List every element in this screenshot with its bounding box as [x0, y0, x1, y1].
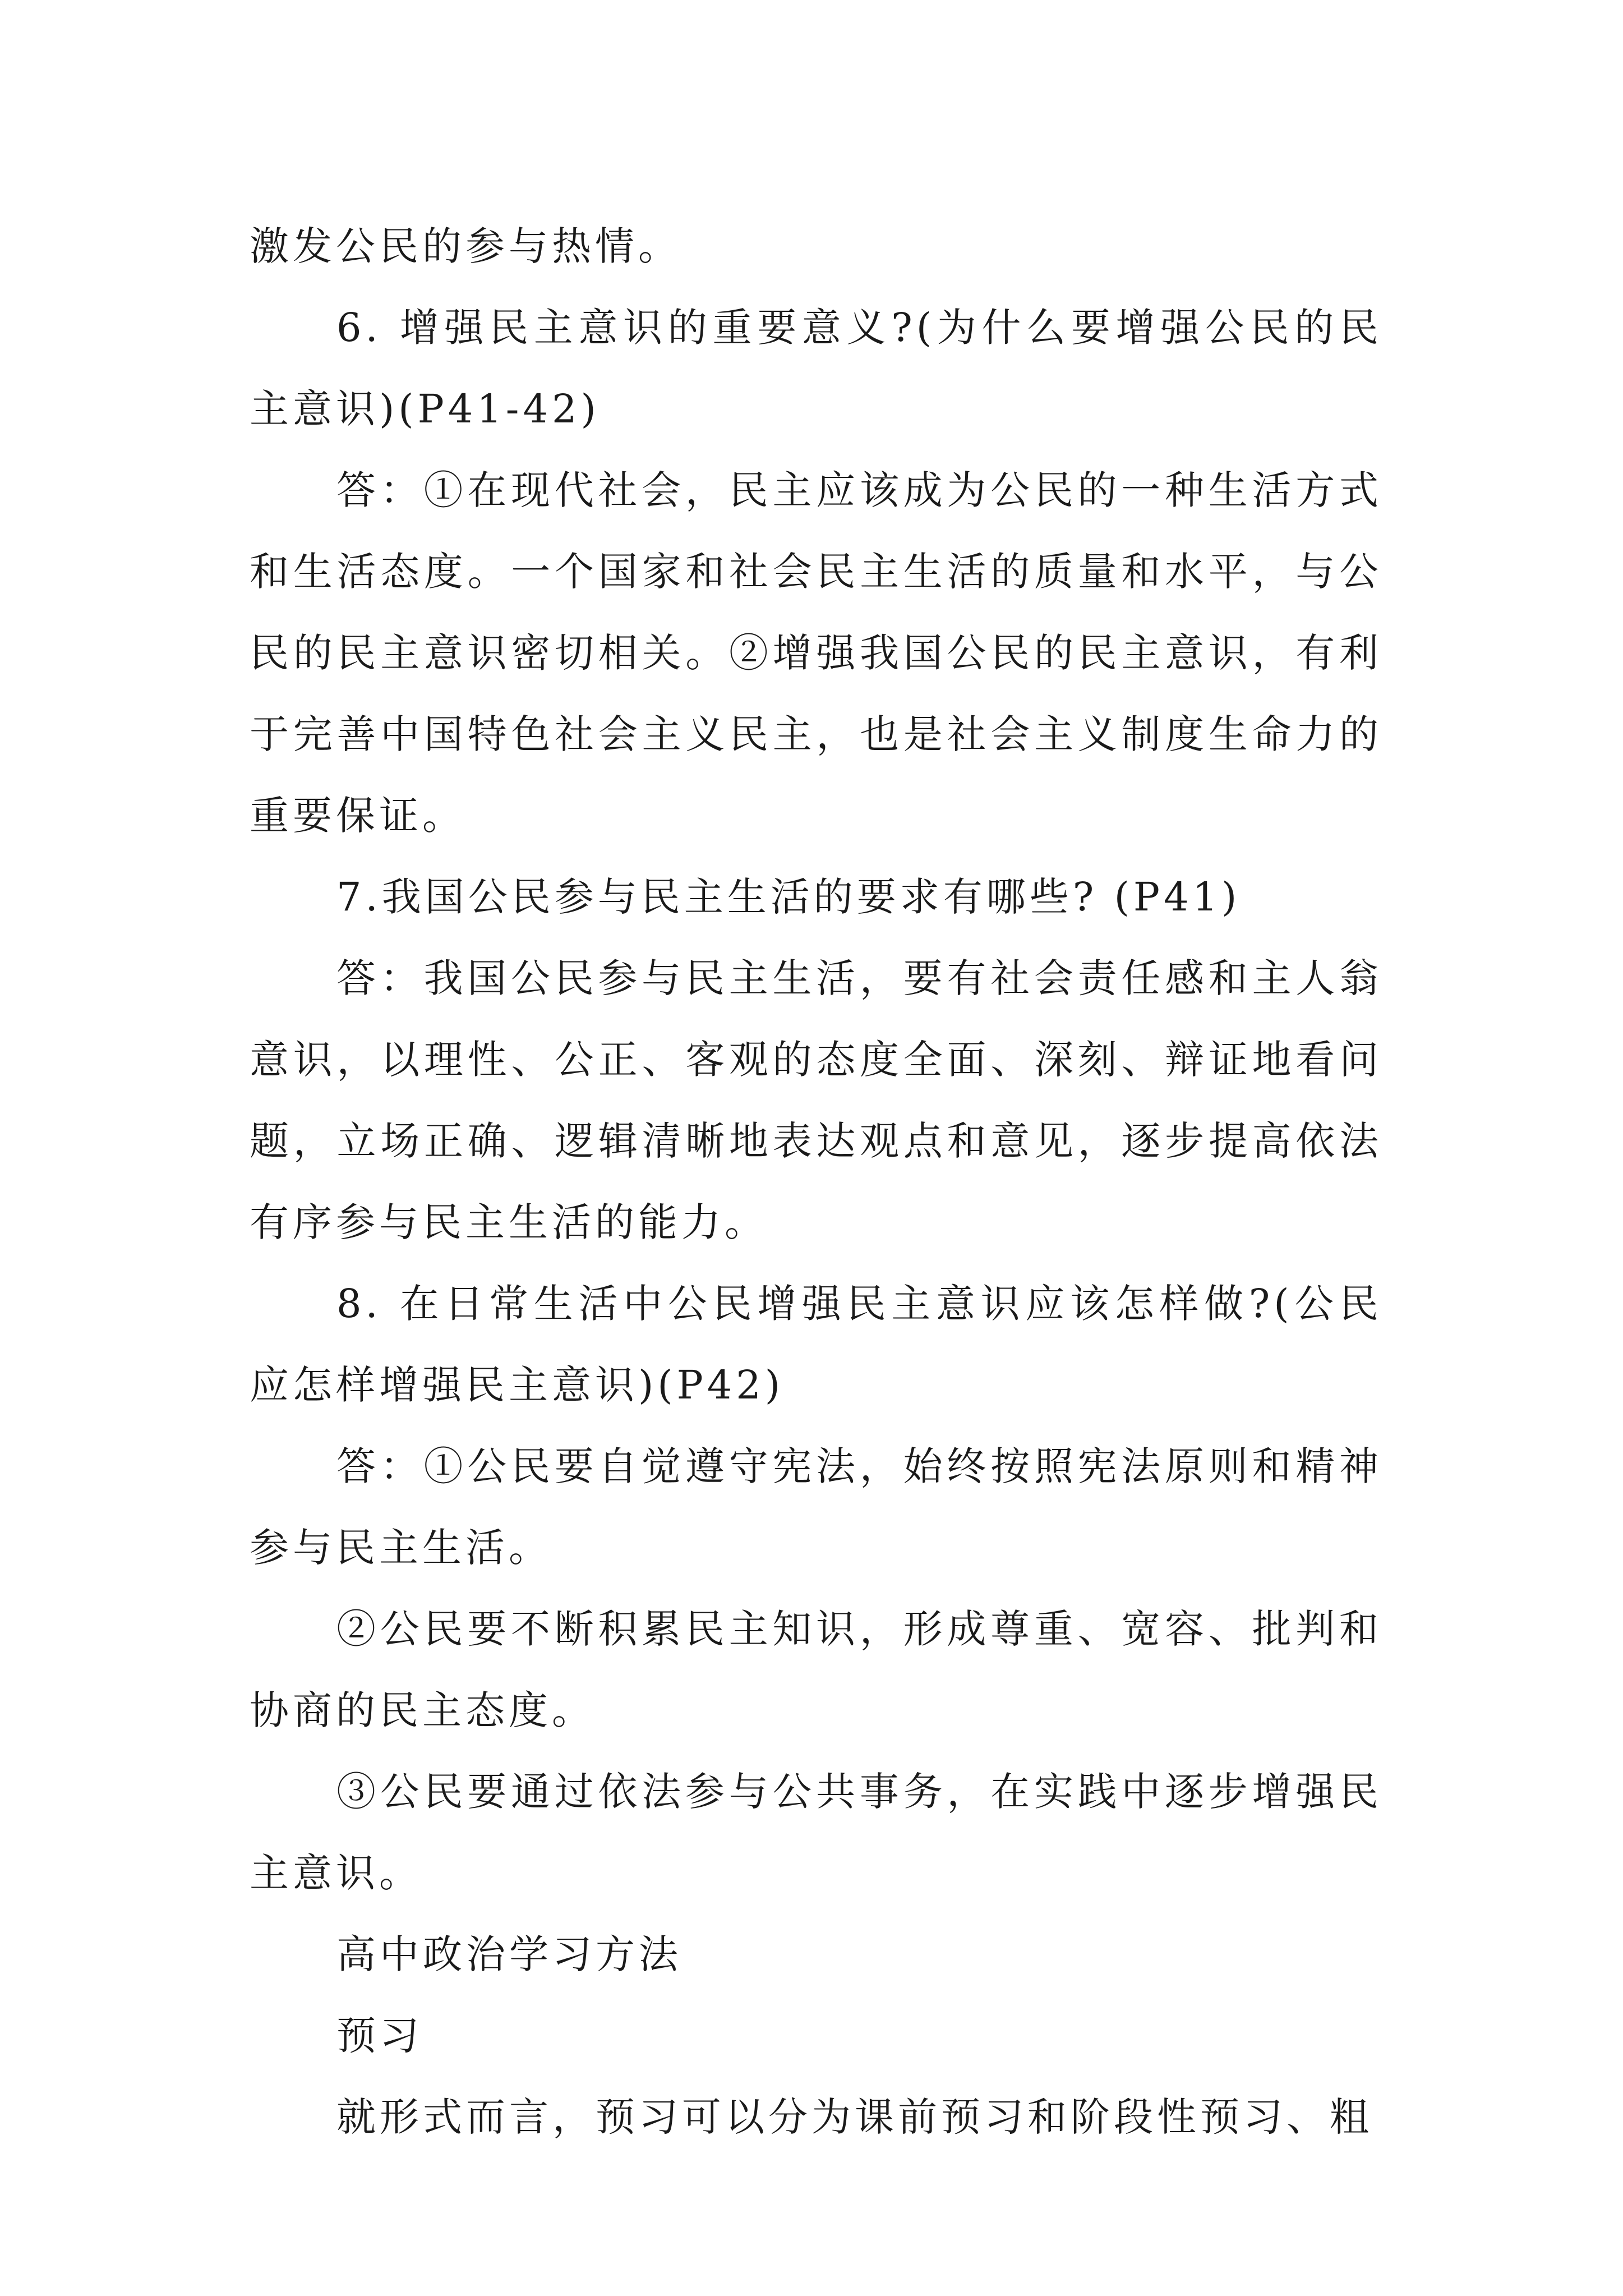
- answer-6: 答：①在现代社会，民主应该成为公民的一种生活方式和生活态度。一个国家和社会民主生活的质量和水平，与公民的民主意识密切相关。②增强我国公民的民主意识，有利于完善中国特色社会主义民主，也是社会主义制度生命力的重要保证。: [250, 467, 1382, 839]
- answer-8-point-3: ③公民要通过依法参与公共事务，在实践中逐步增强民主意识。: [250, 1769, 1382, 1896]
- subsection-heading: 预习: [336, 2013, 423, 2059]
- paragraph-continuation: 激发公民的参与热情。: [250, 223, 681, 269]
- paragraph-preview-method: 就形式而言，预习可以分为课前预习和阶段性预习、粗: [336, 2094, 1373, 2140]
- question-7: 7.我国公民参与民主生活的要求有哪些? (P41): [336, 874, 1241, 920]
- document-body: [250, 206, 1382, 2158]
- question-6: 6. 增强民主意识的重要意义?(为什么要增强公民的民主意识)(P41-42): [250, 305, 1382, 432]
- section-heading: 高中政治学习方法: [336, 1931, 682, 1977]
- answer-8-point-1: 答：①公民要自觉遵守宪法，始终按照宪法原则和精神参与民主生活。: [250, 1443, 1382, 1571]
- question-8: 8. 在日常生活中公民增强民主意识应该怎样做?(公民应怎样增强民主意识)(P42): [250, 1281, 1382, 1408]
- answer-7: 答：我国公民参与民主生活，要有社会责任感和主人翁意识，以理性、公正、客观的态度全面、深刻、辩证地看问题，立场正确、逻辑清晰地表达观点和意见，逐步提高依法有序参与民主生活的能力。: [250, 955, 1382, 1245]
- answer-8-point-2: ②公民要不断积累民主知识，形成尊重、宽容、批判和协商的民主态度。: [250, 1606, 1382, 1733]
